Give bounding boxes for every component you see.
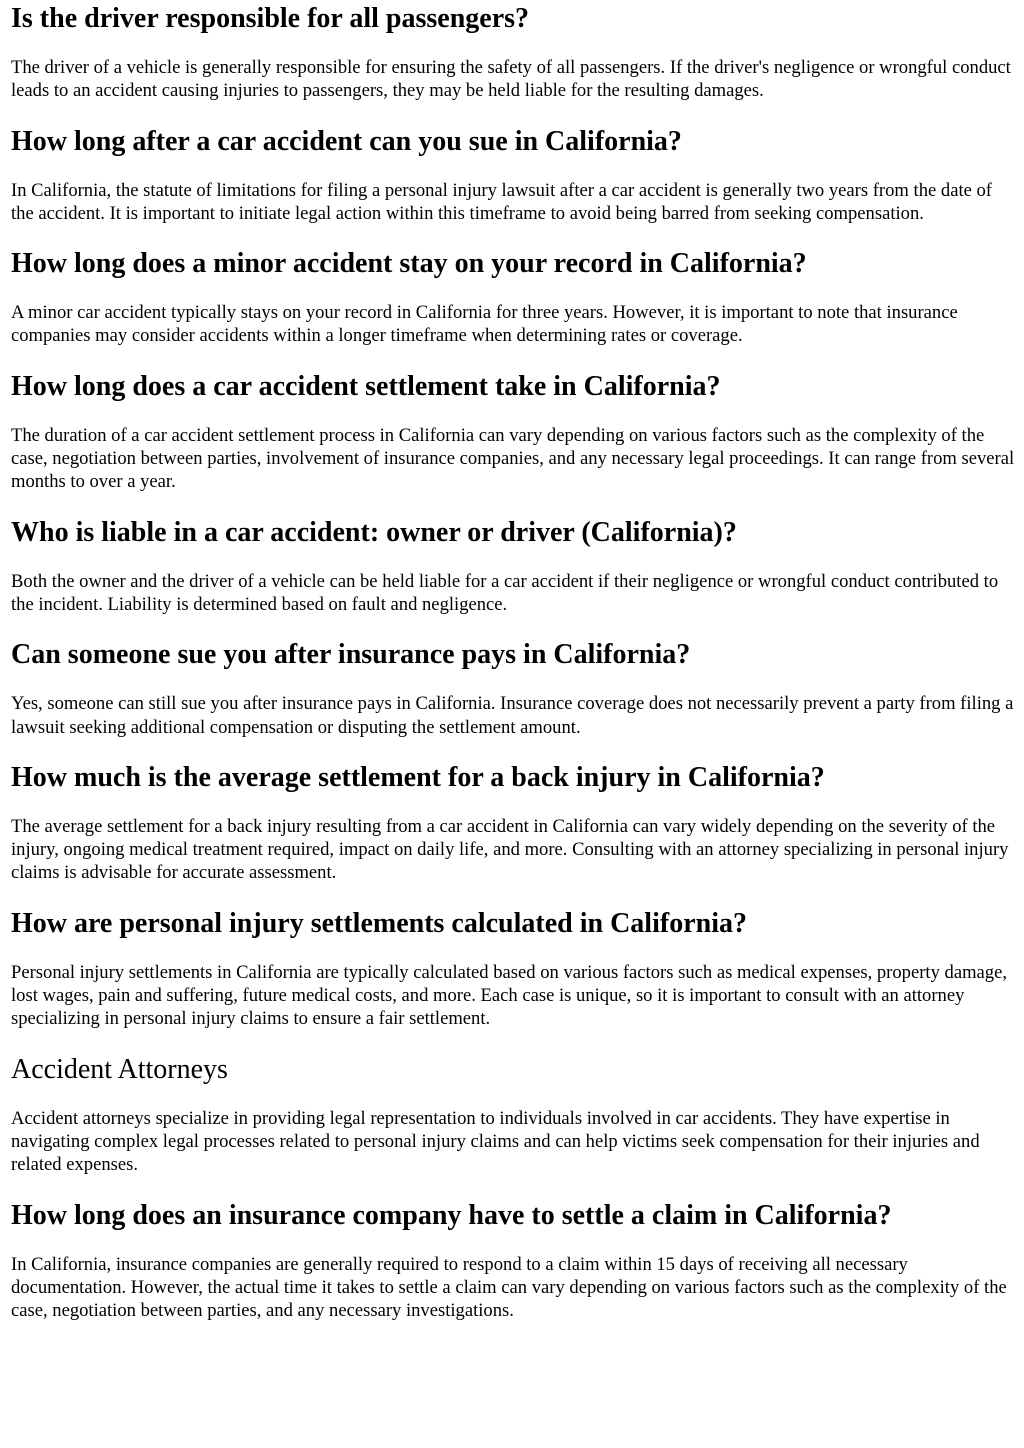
section-body: The average settlement for a back injury resulting from a car accident in California can vary widely depending on the severity of the injury, ongoing medical treatment required, impact on daily life, and more. Consulting with an attorney specializing in personal injury claims is advisable for accurate assessment. [11, 815, 1009, 884]
faq-section-sue-after-insurance [11, 636, 1015, 739]
faq-section-accident-attorneys [11, 1051, 1015, 1177]
section-heading: How are personal injury settlements calculated in California? [11, 907, 747, 939]
section-body: Accident attorneys specialize in providing legal representation to individuals involved in car accidents. They have expertise in navigating complex legal processes related to personal injury claims and can help victims seek compensation for their injuries and related expenses. [11, 1107, 980, 1176]
section-heading: How long after a car accident can you sue in California? [11, 125, 682, 157]
section-body: In California, the statute of limitations for filing a personal injury lawsuit after a car accident is generally two years from the date of the accident. It is important to initiate legal action within this timeframe to avoid being barred from seeking compensation. [11, 179, 993, 224]
section-heading: How long does an insurance company have to settle a claim in California? [11, 1199, 892, 1231]
section-body: In California, insurance companies are generally required to respond to a claim within 15 days of receiving all necessary documentation. However, the actual time it takes to settle a claim can vary depending on various factors such as the complexity of the case, negotiation between parties, and any necessary investigations. [11, 1253, 1007, 1322]
section-heading: Who is liable in a car accident: owner or driver (California)? [11, 516, 737, 548]
section-heading: Is the driver responsible for all passengers? [11, 3, 530, 34]
section-body: Personal injury settlements in California are typically calculated based on various factors such as medical expenses, property damage, lost wages, pain and suffering, future medical costs, and more. Each case is unique, so it is important to consult with an attorney specializing in personal injury claims to ensure a fair settlement. [11, 961, 1007, 1030]
section-heading: How long does a car accident settlement take in California? [11, 370, 721, 402]
section-heading: How much is the average settlement for a back injury in California? [11, 761, 825, 793]
faq-section-back-injury-settlement [11, 759, 1015, 885]
section-body: The driver of a vehicle is generally responsible for ensuring the safety of all passengers. If the driver's negligence or wrongful conduct leads to an accident causing injuries to passengers, they may be held liable for the resulting damages. [11, 57, 1011, 102]
faq-section-insurance-settle-time [11, 1197, 1015, 1323]
section-heading: How long does a minor accident stay on your record in California? [11, 248, 807, 280]
faq-section-owner-or-driver [11, 514, 1015, 617]
faq-section-sue-timeframe [11, 123, 1015, 226]
section-heading: Can someone sue you after insurance pays in California? [11, 639, 691, 671]
faq-section-settlement-duration [11, 368, 1015, 494]
section-body: Both the owner and the driver of a vehicle can be held liable for a car accident if their negligence or wrongful conduct contributed to the incident. Liability is determined based on fault and negligence. [11, 570, 999, 615]
faq-section-driver-responsibility [11, 0, 1015, 103]
faq-section-settlement-calculation [11, 905, 1015, 1031]
section-body: The duration of a car accident settlement process in California can vary depending on various factors such as the complexity of the case, negotiation between parties, involvement of insurance companies, and any necessary legal proceedings. It can range from several months to over a year. [11, 424, 1015, 493]
section-body: A minor car accident typically stays on your record in California for three years. However, it is important to note that insurance companies may consider accidents within a longer timeframe when determining rates or coverage. [11, 302, 958, 347]
section-body: Yes, someone can still sue you after insurance pays in California. Insurance coverage does not necessarily prevent a party from filing a lawsuit seeking additional compensation or disputing the settlement amount. [11, 693, 1014, 738]
faq-section-minor-accident-record [11, 245, 1015, 348]
section-heading: Accident Attorneys [11, 1053, 228, 1085]
